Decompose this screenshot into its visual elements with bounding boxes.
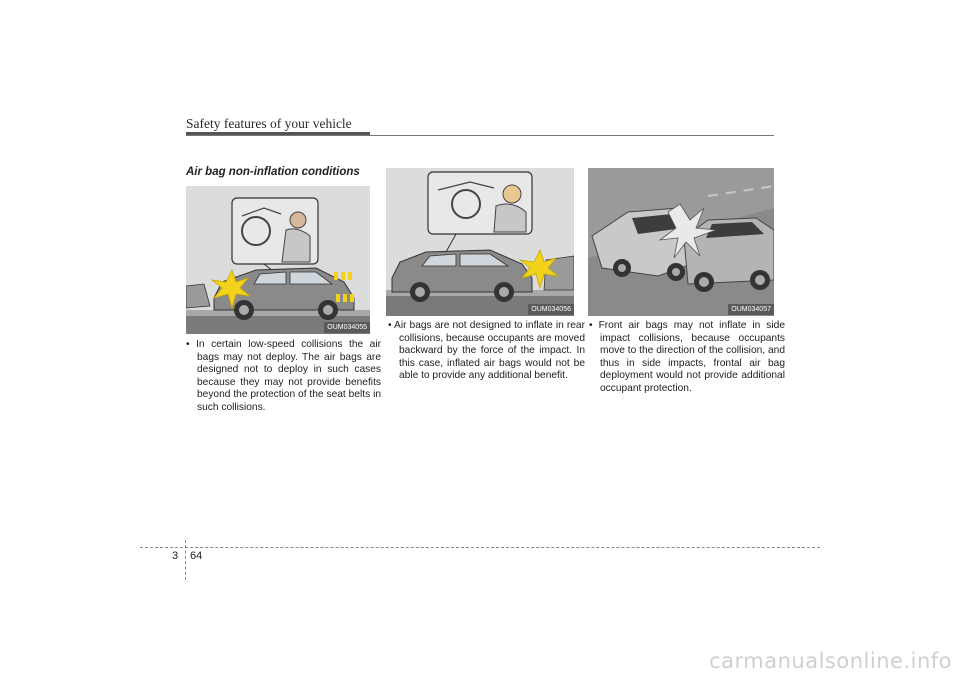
bullet-side-collision: • Front air bags may not inflate in side impact collisions, because occupants move to the direction of the collision, and thus in side impacts, frontal air bag deployment would not provide additional occupant protection. [589, 320, 785, 394]
bullet-low-speed: • In certain low-speed collisions the air bags may not deploy. The air bags are designed not to deploy in such cases because they may not provide benefits beyond the protection of the seat belts in such collisions. [186, 339, 381, 413]
bullet-rear-collision: • Air bags are not designed to inflate in rear collisions, because occupants are moved backward by the force of the impact. In this case, inflated air bags would not be able to provide any additional benefit. [388, 320, 585, 382]
watermark: carmanualsonline.info [709, 649, 952, 673]
low-speed-collision-illustration [186, 186, 370, 334]
side-collision-illustration [588, 168, 774, 316]
figure-code-label: OUM034056 [528, 304, 574, 315]
figure-side-collision [588, 168, 774, 316]
figure-code-label: OUM034055 [324, 322, 370, 333]
figure-rear-collision [386, 168, 574, 316]
header-rule [186, 135, 774, 136]
figure-low-speed-collision [186, 186, 370, 334]
chapter-number: 3 [172, 550, 179, 562]
header-title: Safety features of your vehicle [186, 116, 352, 131]
section-title: Air bag non-inflation conditions [186, 166, 360, 178]
rear-collision-illustration [386, 168, 574, 316]
page-number: 64 [190, 550, 203, 562]
footer-dashed-rule [140, 547, 820, 548]
footer-dashed-divider [185, 540, 186, 580]
figure-code-label: OUM034057 [728, 304, 774, 315]
